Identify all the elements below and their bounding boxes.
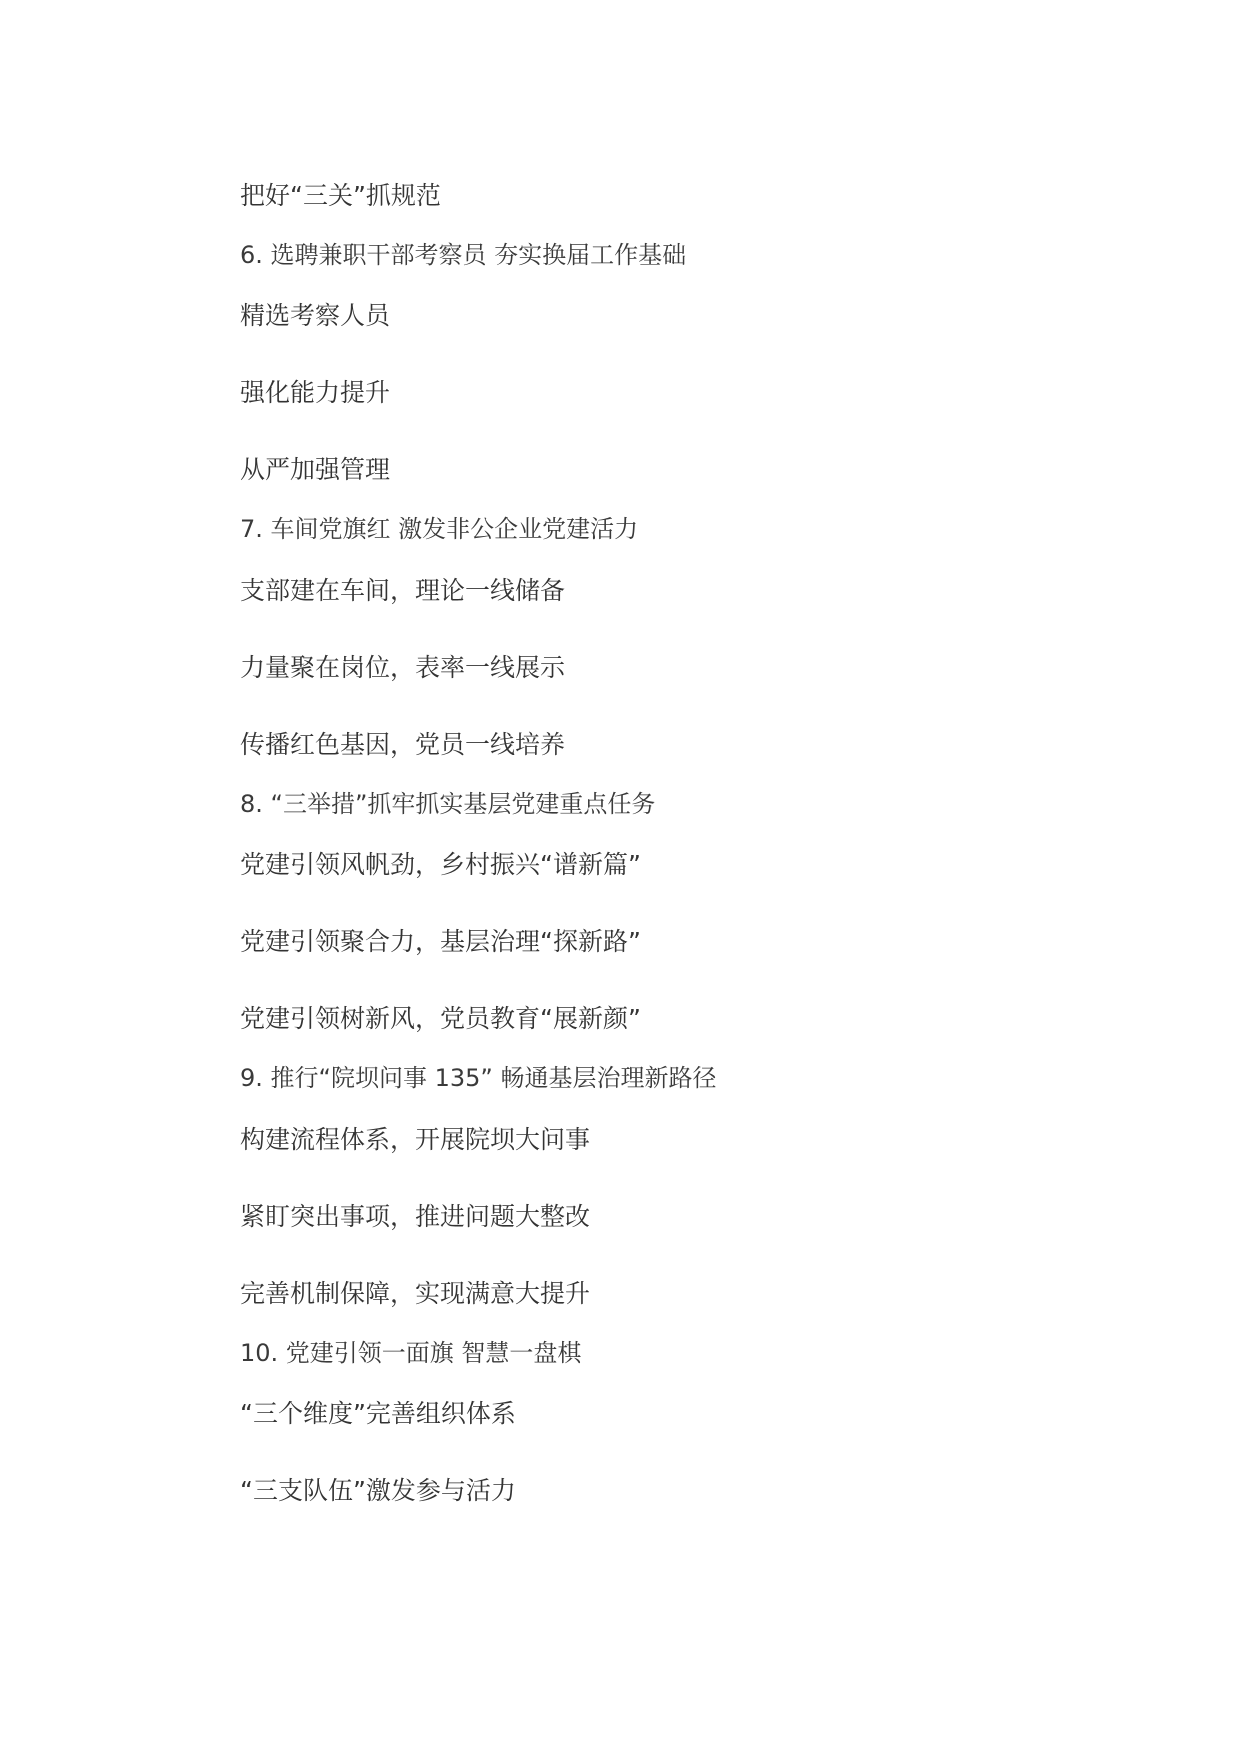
section-heading-7: 7. 车间党旗红 激发非公企业党建活力 bbox=[240, 515, 639, 543]
subheading-three-dimensions: “三个维度”完善组织体系 bbox=[240, 1399, 516, 1428]
subheading-strengthen-ability: 强化能力提升 bbox=[240, 378, 391, 407]
subheading-grassroots-governance: 党建引领聚合力，基层治理“探新路” bbox=[240, 927, 641, 956]
section-heading-8: 8. “三举措”抓牢抓实基层党建重点任务 bbox=[240, 790, 656, 818]
subheading-select-inspectors: 精选考察人员 bbox=[240, 301, 391, 330]
subheading-mechanism-guarantee: 完善机制保障，实现满意大提升 bbox=[240, 1279, 591, 1308]
section-heading-10: 10. 党建引领一面旗 智慧一盘棋 bbox=[240, 1339, 582, 1367]
subheading-rectification: 紧盯突出事项，推进问题大整改 bbox=[240, 1202, 591, 1231]
subheading-strength-at-post: 力量聚在岗位，表率一线展示 bbox=[240, 653, 566, 682]
subheading-branch-in-workshop: 支部建在车间，理论一线储备 bbox=[240, 576, 566, 605]
subheading-three-checkpoints: 把好“三关”抓规范 bbox=[240, 181, 441, 210]
subheading-strict-management: 从严加强管理 bbox=[240, 455, 391, 484]
section-heading-9: 9. 推行“院坝问事 135” 畅通基层治理新路径 bbox=[240, 1064, 717, 1092]
subheading-rural-revitalization: 党建引领风帆劲，乡村振兴“谱新篇” bbox=[240, 850, 641, 879]
subheading-process-system: 构建流程体系，开展院坝大问事 bbox=[240, 1125, 591, 1154]
subheading-red-genes: 传播红色基因，党员一线培养 bbox=[240, 730, 566, 759]
section-heading-6: 6. 选聘兼职干部考察员 夯实换届工作基础 bbox=[240, 241, 687, 269]
subheading-three-teams: “三支队伍”激发参与活力 bbox=[240, 1476, 516, 1505]
subheading-member-education: 党建引领树新风，党员教育“展新颜” bbox=[240, 1004, 641, 1033]
